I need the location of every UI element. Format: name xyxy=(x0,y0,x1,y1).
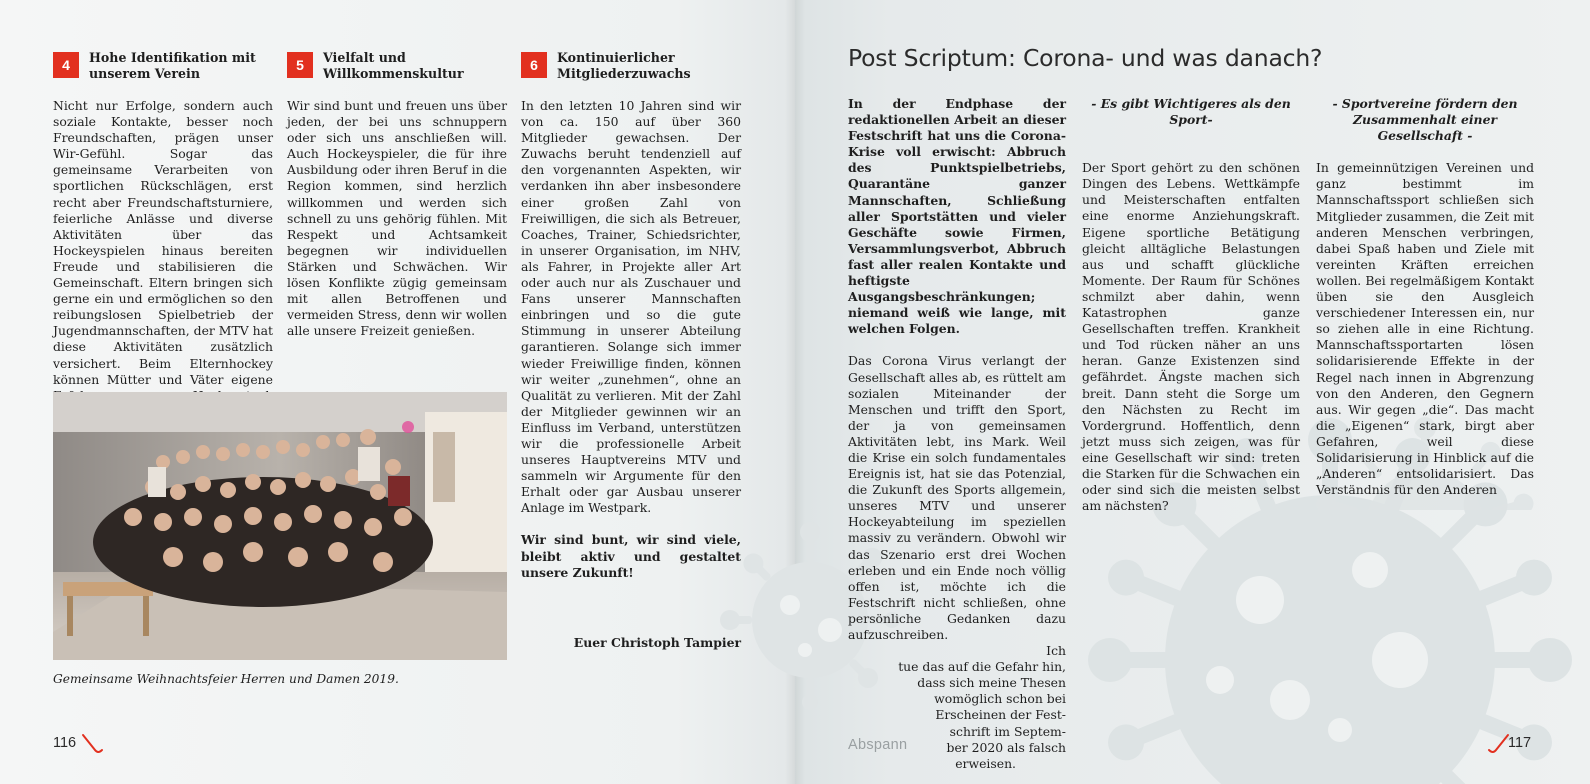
intro-paragraph: In der Endphase der redaktionellen Arbeit an dieser Festschrift hat uns die Corona-Krise voll erwischt: Abbruch des Punktspielbetriebs, Quarantäne ganzer Mannschaften, Schließung aller Sportstätten und vieler Geschäfte sowie Firmen, Versammlungsverbot, Abbruch fast aller realen Kontakte und heftigste Ausgangsbeschränkungen; niemand weiß wie lange, mit welchen Folgen. xyxy=(848,96,1066,337)
heading-5 xyxy=(287,50,464,82)
heading-4 xyxy=(53,50,256,82)
column-5-text xyxy=(287,98,507,355)
column-6-text xyxy=(521,98,741,667)
subheading: - Sportvereine fördern den Zusammenhalt einer Gesellschaft - xyxy=(1332,96,1518,144)
heading-line: Willkommenskultur xyxy=(323,66,464,81)
paragraph: Der Sport gehört zu den schönen Dingen des Lebens. Wettkämpfe und Meisterschaften entfalten eine enorme Anziehungskraft. Eigene sportliche Betätigung gleicht alltägliche Belastungen aus und schafft glückliche Momente. Der Raum für Schönes schmilzt aber dahin, wenn Katastrophen ganze Gesellschaften treffen. Krankheit und Tod rücken näher an uns heran. Ganze Existenzen sind gefährdet. Ängste machen sich breit. Dann steht die Sorge um den Nächsten zu Recht im Vordergrund. Hoffentlich, denn jetzt muss sich zeigen, was für eine Gesellschaft wir sind: treten die Starken für die Schwachen ein oder sind sich die meisten selbst am nächsten? xyxy=(1082,160,1300,514)
heading-line: Vielfalt und xyxy=(323,50,406,65)
right-column-1 xyxy=(848,96,1066,772)
page-number-left: 116 xyxy=(53,735,77,751)
heading-line: Hohe Identifikation mit xyxy=(89,50,256,65)
hockey-stick-icon xyxy=(1486,733,1510,757)
photo-illustration xyxy=(53,392,507,660)
heading-6 xyxy=(521,50,691,82)
number-badge: 6 xyxy=(521,52,547,78)
paragraph: In gemeinnützigen Vereinen und ganz bestimmt im Mannschaftssport schließen sich Mitglieder zusammen, die Zeit mit anderen Menschen verbringen, dabei Spaß haben und Ziele mit vereinten Kräften erreichen wollen. Bei regelmäßigem Kontakt üben sie den Ausgleich verschiedener Interessen ein, nur so ziehen alle in eine Richtung. Mannschaftssportarten lösen solidarisierende Effekte in der Regel nach innen in Abgrenzung von den Anderen, den Gegnern aus. Wir gegen „die“. Das macht die „Eigenen“ stark, birgt aber Gefahren, weil diese Solidarisierung in Hinblick auf die „Anderen“ entsolidarisiert. Das Verständnis für den Anderen xyxy=(1316,160,1534,498)
christmas-party-photo xyxy=(53,392,507,660)
right-column-2 xyxy=(1082,96,1300,530)
signature: Euer Christoph Tampier xyxy=(573,634,741,650)
section-label: Abspann xyxy=(848,737,908,753)
heading-line: Mitgliederzuwachs xyxy=(557,66,691,81)
paragraph: In den letzten 10 Jahren sind wir von ca. 150 auf über 360 Mitglieder gewachsen. Der Zuwachs beruht tendenziell auf den vorgenannten Aspekten, wir verdanken ihn aber insbesondere einer großen Zahl von Freiwilligen, die sich als Betreuer, Coaches, Trainer, Schiedsrichter, in unserer Organisation, im NHV, als Fahrer, in Projekte aller Art oder auch nur als Zuschauer und Fans unserer Mannschaften einbringen und so die gute Stimmung in unserer Abteilung garantieren. Solange sich immer wieder Freiwillige finden, können wir weiter „zunehmen“, ohne an Qualität zu verlieren. Mit der Zahl der Mitglieder gewinnen wir an Einfluss im Verband, unterstützen wir die professionelle Arbeit unseres Hauptvereins MTV und sammeln wir Argumente für den Erhalt oder gar Ausbau unserer Anlage im Westpark. xyxy=(521,98,741,516)
tapered-text: Ich tue das auf die Gefahr hin, dass sich meine Thesen womöglich schon bei Erscheinen der Fest- schrift im Septem- ber 2020 als falsch erweisen. xyxy=(898,643,1066,771)
paragraph: Wir sind bunt und freuen uns über jeden, der bei uns schnuppern oder sich uns anschließen will. Auch Hockeyspieler, die für ihre Ausbildung oder ihren Beruf in die Region kommen, sind herzlich willkommen und werden sich schnell zu uns gehörig fühlen. Mit Respekt und Achtsamkeit begegnen wir individuellen Stärken und Schwächen. Wir lösen Konflikte zügig gemeinsam mit allen Betroffenen und vermeiden Stress, denn wir wollen alle unsere Freizeit genießen. xyxy=(287,98,507,339)
subheading: - Es gibt Wichtigeres als den Sport- xyxy=(1091,96,1291,128)
number-badge: 5 xyxy=(287,52,313,78)
number-badge: 4 xyxy=(53,52,79,78)
heading-line: Kontinuierlicher xyxy=(557,50,675,65)
paragraph: Nicht nur Erfolge, sondern auch soziale Kontakte, besser noch Freundschaften, prägen unser Wir-Gefühl. Sogar das gemeinsame Verarbeiten von sportlichen Rückschlägen, erst recht aber Freundschaftsturniere, feierliche Anlässe und diverse Aktivitäten über das Hockeyspielen hinaus bereiten Freude und stabilisieren die Gemeinschaft. Eltern bringen sich gerne ein und ermöglichen so den reibungslosen Spielbetrieb der Jugendmannschaften, der MTV hat diese Aktivitäten zusätzlich versichert. Beim Elternhockey können Mütter und Väter eigene xyxy=(53,98,273,387)
paragraph: Das Corona Virus verlangt der Gesellschaft alles ab, es rüttelt am sozialen Miteinander der Menschen und trifft den Sport, der ja von gemeinsamen Aktivitäten lebt, ins Mark. Weil die Krise ein solch fundamentales Ereignis ist, hat sie das Potenzial, die Zukunft des Sports allgemein, unseres MTV und unserer Hockeyabteilung im speziellen massiv zu verändern. Obwohl wir das Szenario erst drei Wochen erleben und ein Ende noch völlig offen ist, möchte ich die Festschrift nicht schließen, ohne persönliche Gedanken dazu aufzuschreiben. xyxy=(848,353,1066,642)
right-column-3 xyxy=(1316,96,1534,514)
hockey-stick-icon xyxy=(81,733,105,757)
photo-caption: Gemeinsame Weihnachtsfeier Herren und Damen 2019. xyxy=(53,672,399,686)
closing-statement: Wir sind bunt, wir sind viele, bleibt aktiv und gestaltet unsere Zukunft! xyxy=(521,532,741,580)
page-number-right: 117 xyxy=(1508,735,1532,751)
page-title: Post Scriptum: Corona- und was danach? xyxy=(848,44,1323,72)
heading-line: unserem Verein xyxy=(89,66,200,81)
